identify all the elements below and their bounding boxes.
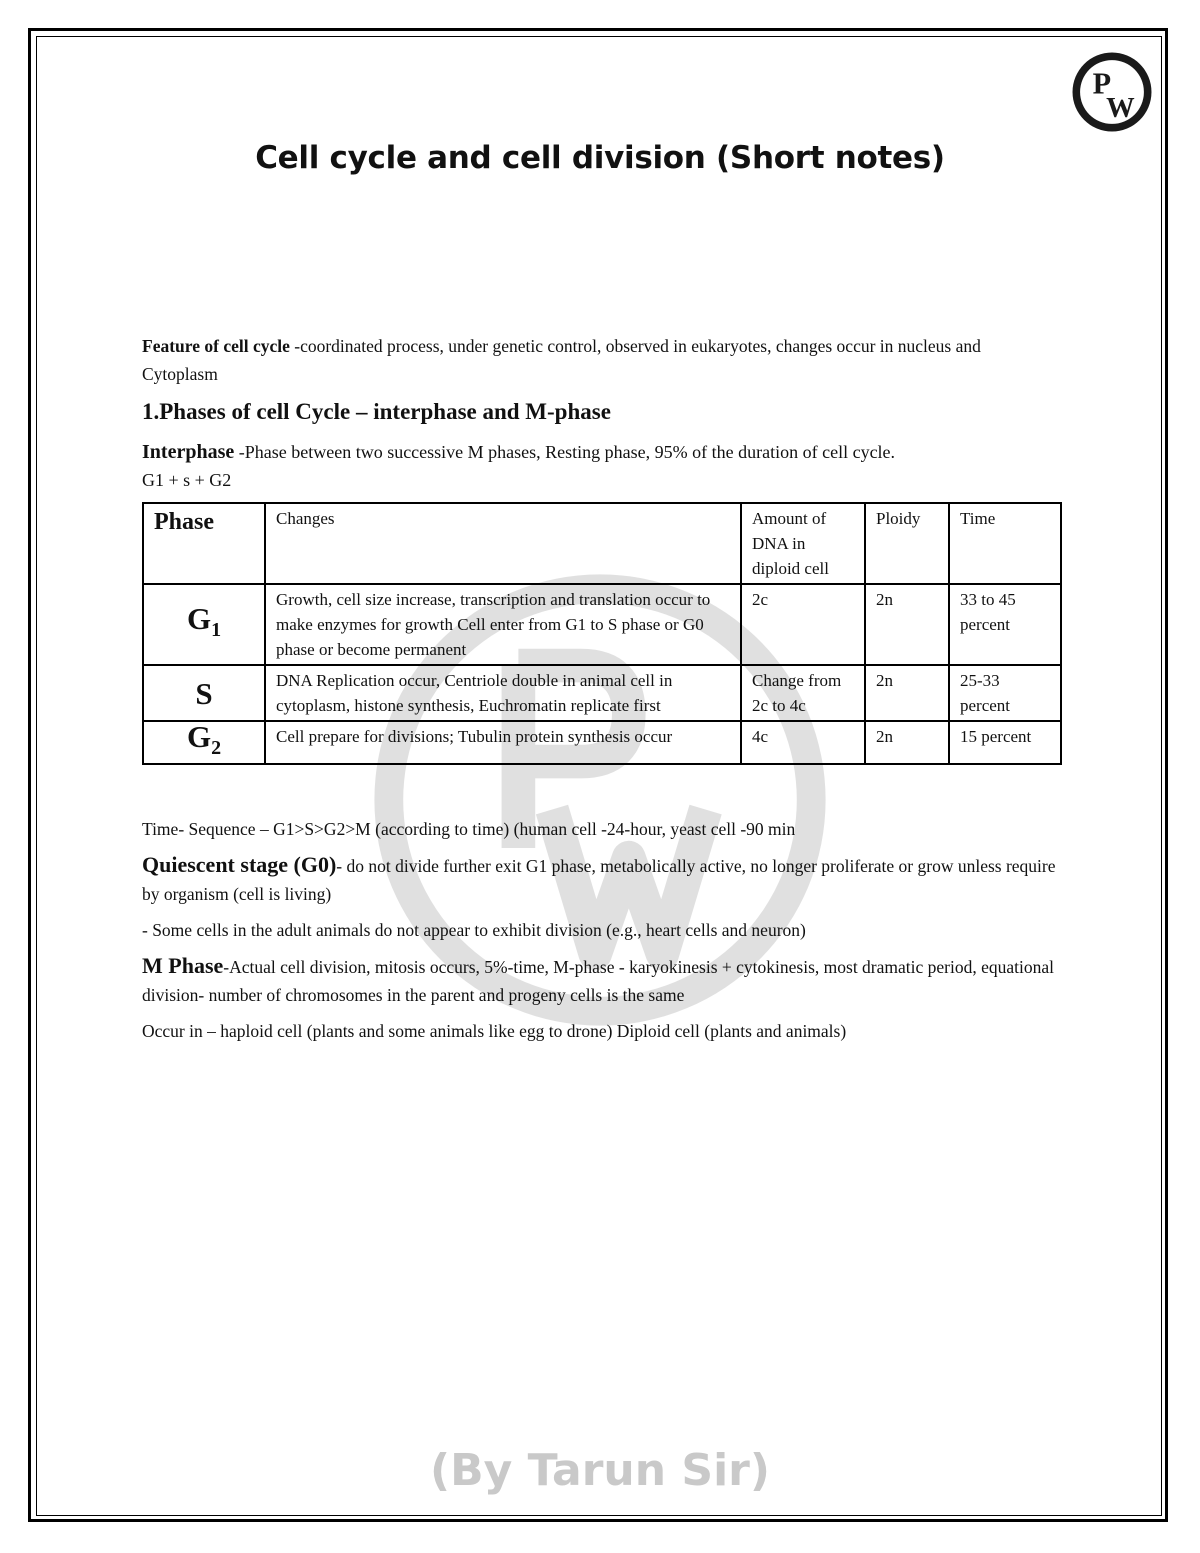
adult-cells-note: - Some cells in the adult animals do not appear to exhibit division (e.g., heart cells and neuron) [142,920,806,941]
phase-ploidy: 2n [865,721,949,764]
phase-time: 33 to 45 percent [949,584,1061,665]
phase-letter: S [195,675,213,711]
header-changes: Changes [265,503,741,584]
logo-letter-w: W [1106,93,1135,125]
time-sequence: Time- Sequence – G1>S>G2>M (according to time) (human cell -24-hour, yeast cell -90 min [142,819,796,840]
header-ploidy: Ploidy [865,503,949,584]
phase-changes: Growth, cell size increase, transcription and translation occur to make enzymes for growth Cell enter from G1 to S phase or G0 phase or become permanent [265,584,741,665]
interphase-paragraph [142,438,1060,494]
quiescent-lead: Quiescent stage (G0) [142,852,337,878]
phase-name [143,721,265,764]
quiescent-paragraph [142,851,1060,908]
phase-subscript: 1 [211,619,222,642]
table-row [143,584,1061,665]
phase-table [142,502,1062,765]
m-phase-text: -Actual cell division, mitosis occurs, 5%-time, M-phase - karyokinesis + cytokinesis, most dramatic period, equational division- number of chromosomes in the parent and progeny cells is the same [142,957,1054,1006]
phase-dna: 4c [741,721,865,764]
logo-letter-p: P [1092,66,1112,101]
phase-time: 25-33 percent [949,665,1061,721]
occur-in-note: Occur in – haploid cell (plants and some animals like egg to drone) Diploid cell (plants and animals) [142,1021,847,1042]
phase-name [143,584,265,665]
feature-paragraph [142,332,1060,388]
phases-heading: 1.Phases of cell Cycle – interphase and M-phase [142,399,611,424]
phase-subscript: 2 [211,737,222,760]
m-phase-paragraph [142,952,1060,1009]
notes-body [142,332,1060,1053]
header-time: Time [949,503,1061,584]
quiescent-text: - do not divide further exit G1 phase, metabolically active, no longer proliferate or grow unless require by organism (cell is living) [142,856,1056,905]
phase-name [143,665,265,721]
phase-changes: Cell prepare for divisions; Tubulin protein synthesis occur [265,721,741,764]
table-row [143,721,1061,764]
phase-letter: G [186,600,212,636]
phase-dna: 2c [741,584,865,665]
pw-logo [1070,50,1154,134]
phase-dna: Change from 2c to 4c [741,665,865,721]
header-dna: Amount of DNA in diploid cell [741,503,865,584]
table-row [143,665,1061,721]
phase-time: 15 percent [949,721,1061,764]
feature-text: -coordinated process, under genetic control, observed in eukaryotes, changes occur in nucleus and Cytoplasm [142,336,981,384]
interphase-formula: G1 + s + G2 [142,470,232,490]
table-header-row [143,503,1061,584]
m-phase-lead: M Phase [142,953,224,979]
phase-changes: DNA Replication occur, Centriole double in animal cell in cytoplasm, histone synthesis, Euchromatin replicate first [265,665,741,721]
phase-ploidy: 2n [865,584,949,665]
page-title: Cell cycle and cell division (Short notes) [255,140,945,176]
header-phase: Phase [143,503,265,584]
feature-lead: Feature of cell cycle [142,336,290,356]
interphase-lead: Interphase [142,441,235,463]
phase-ploidy: 2n [865,665,949,721]
author-byline: (By Tarun Sir) [430,1445,770,1496]
phase-letter: G [186,719,212,754]
interphase-text: -Phase between two successive M phases, Resting phase, 95% of the duration of cell cycle. [234,442,896,462]
